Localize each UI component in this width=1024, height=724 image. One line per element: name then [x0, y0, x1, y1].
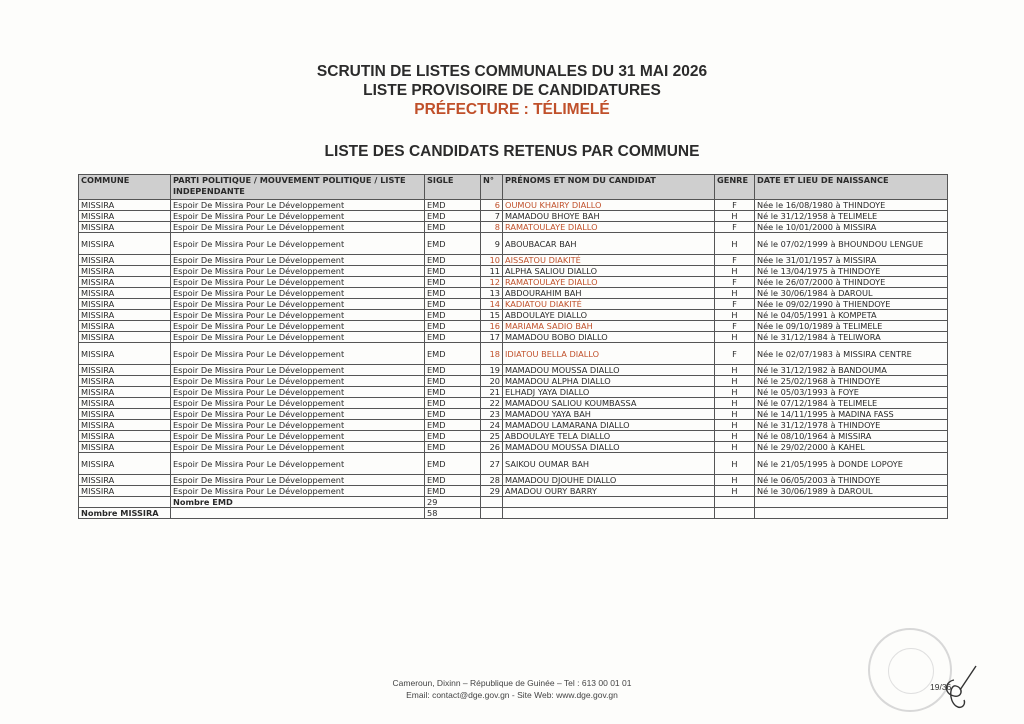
cell-sigle: EMD [425, 288, 481, 299]
cell-naissance: Né le 07/12/1984 à TELIMELE [755, 398, 948, 409]
cell-sigle: EMD [425, 398, 481, 409]
cell-genre: H [715, 365, 755, 376]
cell-nom: RAMATOULAYE DIALLO [503, 222, 715, 233]
cell-commune: MISSIRA [79, 299, 171, 310]
title-list: LISTE PROVISOIRE DE CANDIDATURES [363, 82, 661, 99]
cell-genre: H [715, 266, 755, 277]
cell-sigle: EMD [425, 332, 481, 343]
cell-naissance: Né le 31/12/1982 à BANDOUMA [755, 365, 948, 376]
cell-commune: MISSIRA [79, 453, 171, 475]
cell-naissance: Né le 08/10/1964 à MISSIRA [755, 431, 948, 442]
cell-commune: MISSIRA [79, 277, 171, 288]
cell-nom: OUMOU KHAIRY DIALLO [503, 200, 715, 211]
cell-num: 21 [481, 387, 503, 398]
cell-commune: MISSIRA [79, 409, 171, 420]
cell-nom: MAMADOU ALPHA DIALLO [503, 376, 715, 387]
cell-num: 22 [481, 398, 503, 409]
cell-genre: H [715, 409, 755, 420]
cell-commune: MISSIRA [79, 266, 171, 277]
cell-num: 18 [481, 343, 503, 365]
cell-sigle: EMD [425, 343, 481, 365]
cell-sigle: EMD [425, 442, 481, 453]
page-number: 19/36 [930, 682, 952, 692]
cell-naissance: Né le 04/05/1991 à KOMPETA [755, 310, 948, 321]
cell-num: 23 [481, 409, 503, 420]
cell-sigle: EMD [425, 200, 481, 211]
cell-naissance: Né le 25/02/1968 à THINDOYE [755, 376, 948, 387]
cell-genre: H [715, 288, 755, 299]
table-row [79, 431, 948, 442]
cell-nom: ALPHA SALIOU DIALLO [503, 266, 715, 277]
cell-commune: MISSIRA [79, 343, 171, 365]
table-row [79, 365, 948, 376]
cell-num: 29 [481, 486, 503, 497]
cell-nom: MAMADOU DJOUHE DIALLO [503, 475, 715, 486]
cell-sigle: EMD [425, 255, 481, 266]
cell-num: 24 [481, 420, 503, 431]
cell-parti: Espoir De Missira Pour Le Développement [171, 310, 425, 321]
cell-sigle: EMD [425, 222, 481, 233]
total-value: 58 [425, 508, 481, 519]
cell-parti: Espoir De Missira Pour Le Développement [171, 222, 425, 233]
subtotal-label: Nombre EMD [171, 497, 425, 508]
cell-parti: Espoir De Missira Pour Le Développement [171, 277, 425, 288]
cell-nom: MAMADOU BHOYE BAH [503, 211, 715, 222]
cell-naissance: Née le 16/08/1980 à THINDOYE [755, 200, 948, 211]
cell-commune: MISSIRA [79, 365, 171, 376]
cell-naissance: Né le 21/05/1995 à DONDE LOPOYE [755, 453, 948, 475]
cell-num: 10 [481, 255, 503, 266]
cell-commune: MISSIRA [79, 288, 171, 299]
cell-parti: Espoir De Missira Pour Le Développement [171, 365, 425, 376]
table-row [79, 409, 948, 420]
cell-sigle: EMD [425, 266, 481, 277]
total-label: Nombre MISSIRA [79, 508, 171, 519]
cell-sigle: EMD [425, 420, 481, 431]
table-row [79, 453, 948, 475]
cell-commune: MISSIRA [79, 431, 171, 442]
cell-naissance: Née le 10/01/2000 à MISSIRA [755, 222, 948, 233]
cell-nom: AMADOU OURY BARRY [503, 486, 715, 497]
cell-sigle: EMD [425, 321, 481, 332]
cell-parti: Espoir De Missira Pour Le Développement [171, 266, 425, 277]
table-row [79, 288, 948, 299]
cell-nom: ELHADJ YAYA DIALLO [503, 387, 715, 398]
cell-parti: Espoir De Missira Pour Le Développement [171, 299, 425, 310]
cell-num: 26 [481, 442, 503, 453]
cell-num: 12 [481, 277, 503, 288]
cell-nom: AISSATOU DIAKITÉ [503, 255, 715, 266]
cell-naissance: Né le 30/06/1989 à DAROUL [755, 486, 948, 497]
cell-commune: MISSIRA [79, 233, 171, 255]
col-parti: PARTI POLITIQUE / MOUVEMENT POLITIQUE / LISTE INDEPENDANTE [171, 175, 425, 200]
cell-sigle: EMD [425, 409, 481, 420]
cell-nom: IDIATOU BELLA DIALLO [503, 343, 715, 365]
cell-parti: Espoir De Missira Pour Le Développement [171, 431, 425, 442]
table-row [79, 332, 948, 343]
cell-nom: ABDOURAHIM BAH [503, 288, 715, 299]
cell-commune: MISSIRA [79, 200, 171, 211]
cell-commune: MISSIRA [79, 310, 171, 321]
cell-num: 8 [481, 222, 503, 233]
cell-genre: H [715, 475, 755, 486]
cell-parti: Espoir De Missira Pour Le Développement [171, 233, 425, 255]
cell-sigle: EMD [425, 310, 481, 321]
cell-genre: H [715, 211, 755, 222]
cell-num: 17 [481, 332, 503, 343]
col-num: N° [481, 175, 503, 200]
cell-parti: Espoir De Missira Pour Le Développement [171, 409, 425, 420]
cell-num: 15 [481, 310, 503, 321]
cell-sigle: EMD [425, 387, 481, 398]
subtotal-value: 29 [425, 497, 481, 508]
cell-commune: MISSIRA [79, 475, 171, 486]
cell-sigle: EMD [425, 211, 481, 222]
cell-num: 20 [481, 376, 503, 387]
cell-parti: Espoir De Missira Pour Le Développement [171, 453, 425, 475]
cell-naissance: Née le 31/01/1957 à MISSIRA [755, 255, 948, 266]
table-row [79, 486, 948, 497]
footer-contact: Email: contact@dge.gov.gn - Site Web: www.dge.gov.gn [406, 690, 618, 700]
cell-nom: MAMADOU MOUSSA DIALLO [503, 442, 715, 453]
cell-parti: Espoir De Missira Pour Le Développement [171, 343, 425, 365]
cell-nom: MAMADOU MOUSSA DIALLO [503, 365, 715, 376]
table-row [79, 387, 948, 398]
footer-address: Cameroun, Dixinn – République de Guinée – Tel : 613 00 01 01 [392, 678, 632, 688]
cell-commune: MISSIRA [79, 332, 171, 343]
cell-sigle: EMD [425, 365, 481, 376]
cell-genre: F [715, 343, 755, 365]
signature [940, 660, 980, 710]
cell-naissance: Né le 06/05/2003 à THINDOYE [755, 475, 948, 486]
cell-commune: MISSIRA [79, 321, 171, 332]
cell-commune: MISSIRA [79, 387, 171, 398]
subtotal-row [79, 497, 948, 508]
cell-num: 25 [481, 431, 503, 442]
cell-sigle: EMD [425, 277, 481, 288]
cell-naissance: Né le 13/04/1975 à THINDOYE [755, 266, 948, 277]
cell-nom: KADIATOU DIAKITÉ [503, 299, 715, 310]
cell-parti: Espoir De Missira Pour Le Développement [171, 376, 425, 387]
cell-parti: Espoir De Missira Pour Le Développement [171, 255, 425, 266]
cell-nom: ABDOULAYE TELA DIALLO [503, 431, 715, 442]
cell-num: 9 [481, 233, 503, 255]
cell-parti: Espoir De Missira Pour Le Développement [171, 387, 425, 398]
cell-nom: MAMADOU BOBO DIALLO [503, 332, 715, 343]
table-row [79, 321, 948, 332]
cell-sigle: EMD [425, 431, 481, 442]
cell-genre: F [715, 277, 755, 288]
cell-genre: H [715, 420, 755, 431]
cell-nom: MAMADOU YAYA BAH [503, 409, 715, 420]
cell-nom: SAIKOU OUMAR BAH [503, 453, 715, 475]
cell-naissance: Né le 07/02/1999 à BHOUNDOU LENGUE [755, 233, 948, 255]
col-commune: COMMUNE [79, 175, 171, 200]
cell-genre: H [715, 376, 755, 387]
cell-parti: Espoir De Missira Pour Le Développement [171, 211, 425, 222]
cell-genre: F [715, 299, 755, 310]
cell-sigle: EMD [425, 453, 481, 475]
table-header [79, 175, 948, 200]
cell-commune: MISSIRA [79, 376, 171, 387]
cell-num: 27 [481, 453, 503, 475]
cell-parti: Espoir De Missira Pour Le Développement [171, 200, 425, 211]
cell-nom: ABDOULAYE DIALLO [503, 310, 715, 321]
cell-genre: H [715, 431, 755, 442]
cell-sigle: EMD [425, 486, 481, 497]
cell-num: 7 [481, 211, 503, 222]
cell-naissance: Née le 02/07/1983 à MISSIRA CENTRE [755, 343, 948, 365]
cell-nom: MAMADOU SALIOU KOUMBASSA [503, 398, 715, 409]
cell-genre: H [715, 442, 755, 453]
table-row [79, 299, 948, 310]
cell-num: 16 [481, 321, 503, 332]
cell-naissance: Né le 05/03/1993 à FOYE [755, 387, 948, 398]
table-row [79, 233, 948, 255]
cell-genre: H [715, 453, 755, 475]
cell-naissance: Né le 29/02/2000 à KAHEL [755, 442, 948, 453]
cell-parti: Espoir De Missira Pour Le Développement [171, 288, 425, 299]
cell-genre: F [715, 222, 755, 233]
col-nom: PRÉNOMS ET NOM DU CANDIDAT [503, 175, 715, 200]
cell-genre: F [715, 321, 755, 332]
cell-commune: MISSIRA [79, 420, 171, 431]
table-row [79, 343, 948, 365]
cell-genre: H [715, 486, 755, 497]
col-genre: GENRE [715, 175, 755, 200]
cell-parti: Espoir De Missira Pour Le Développement [171, 420, 425, 431]
table-row [79, 200, 948, 211]
cell-commune: MISSIRA [79, 398, 171, 409]
cell-naissance: Né le 31/12/1984 à TELIWORA [755, 332, 948, 343]
cell-num: 19 [481, 365, 503, 376]
cell-num: 11 [481, 266, 503, 277]
cell-genre: H [715, 310, 755, 321]
table-row [79, 222, 948, 233]
total-row [79, 508, 948, 519]
cell-parti: Espoir De Missira Pour Le Développement [171, 321, 425, 332]
table-row [79, 420, 948, 431]
col-sigle: SIGLE [425, 175, 481, 200]
cell-parti: Espoir De Missira Pour Le Développement [171, 332, 425, 343]
cell-num: 13 [481, 288, 503, 299]
table-row [79, 376, 948, 387]
table-row [79, 211, 948, 222]
cell-num: 6 [481, 200, 503, 211]
cell-genre: F [715, 200, 755, 211]
cell-parti: Espoir De Missira Pour Le Développement [171, 486, 425, 497]
table-row [79, 255, 948, 266]
cell-naissance: Née le 09/10/1989 à TELIMELE [755, 321, 948, 332]
cell-num: 28 [481, 475, 503, 486]
title-election: SCRUTIN DE LISTES COMMUNALES DU 31 MAI 2026 [316, 63, 708, 80]
cell-nom: MAMADOU LAMARANA DIALLO [503, 420, 715, 431]
document-header [0, 62, 1024, 119]
cell-naissance: Né le 31/12/1978 à THINDOYE [755, 420, 948, 431]
table-row [79, 266, 948, 277]
cell-sigle: EMD [425, 299, 481, 310]
cell-naissance: Né le 30/06/1984 à DAROUL [755, 288, 948, 299]
cell-naissance: Née le 26/07/2000 à THINDOYE [755, 277, 948, 288]
cell-sigle: EMD [425, 376, 481, 387]
title-prefecture: PRÉFECTURE : TÉLIMELÉ [414, 101, 610, 118]
cell-sigle: EMD [425, 475, 481, 486]
table-row [79, 442, 948, 453]
cell-naissance: Né le 31/12/1958 à TELIMELE [755, 211, 948, 222]
stamp-emblem [888, 648, 934, 694]
candidates-table [78, 174, 948, 519]
cell-commune: MISSIRA [79, 255, 171, 266]
cell-nom: ABOUBACAR BAH [503, 233, 715, 255]
cell-parti: Espoir De Missira Pour Le Développement [171, 398, 425, 409]
cell-genre: H [715, 233, 755, 255]
col-naissance: DATE ET LIEU DE NAISSANCE [755, 175, 948, 200]
cell-genre: H [715, 387, 755, 398]
cell-genre: F [715, 255, 755, 266]
cell-parti: Espoir De Missira Pour Le Développement [171, 475, 425, 486]
table-row [79, 398, 948, 409]
cell-commune: MISSIRA [79, 211, 171, 222]
section-subtitle: LISTE DES CANDIDATS RETENUS PAR COMMUNE [324, 143, 700, 160]
table-row [79, 277, 948, 288]
cell-genre: H [715, 398, 755, 409]
cell-parti: Espoir De Missira Pour Le Développement [171, 442, 425, 453]
cell-sigle: EMD [425, 233, 481, 255]
cell-genre: H [715, 332, 755, 343]
cell-num: 14 [481, 299, 503, 310]
cell-commune: MISSIRA [79, 222, 171, 233]
cell-nom: RAMATOULAYE DIALLO [503, 277, 715, 288]
cell-naissance: Né le 14/11/1995 à MADINA FASS [755, 409, 948, 420]
table-row [79, 475, 948, 486]
cell-commune: MISSIRA [79, 442, 171, 453]
cell-nom: MARIAMA SADIO BAH [503, 321, 715, 332]
cell-commune: MISSIRA [79, 486, 171, 497]
table-row [79, 310, 948, 321]
cell-naissance: Née le 09/02/1990 à THIENDOYE [755, 299, 948, 310]
